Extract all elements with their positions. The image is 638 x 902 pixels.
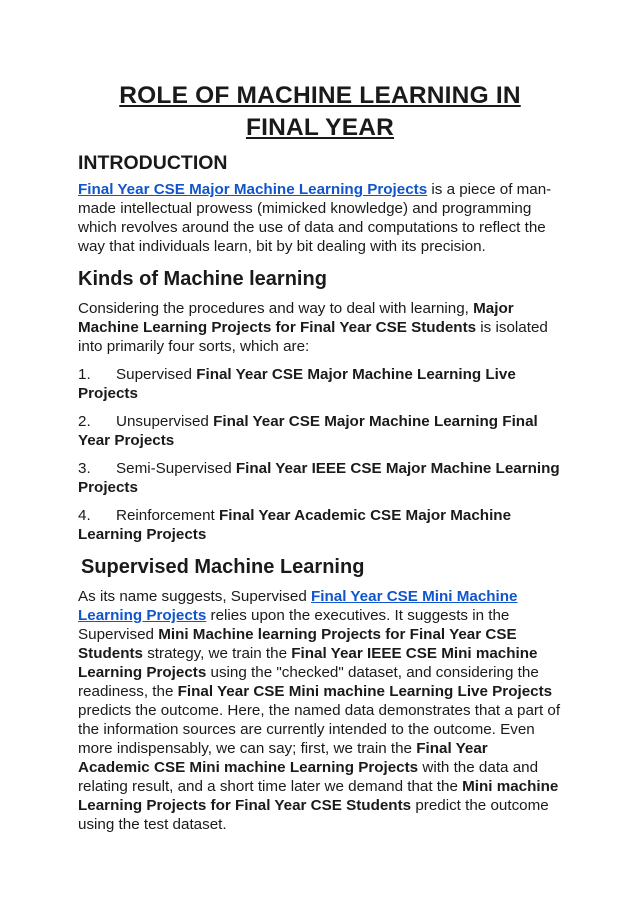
supervised-heading: Supervised Machine Learning (81, 556, 365, 578)
list-number: 2. (78, 413, 91, 430)
list-plain: Unsupervised (116, 413, 214, 430)
list-number: 3. (78, 460, 91, 477)
kinds-text-2: is isolated into primarily four sorts, which are: (78, 319, 548, 355)
kinds-paragraph (78, 299, 562, 356)
list-item (78, 459, 562, 497)
kinds-list (78, 365, 562, 544)
introduction-text: is a piece of man-made intellectual prowess (mimicked knowledge) and programming which revolves around the use of data and computations to reflect the way that individuals learn, bit by bit dealing with its precision. (78, 181, 552, 255)
supervised-text-7: predict the outcome using the test dataset. (78, 797, 549, 833)
list-number: 4. (78, 507, 91, 524)
kinds-bold-1: Major Machine Learning Projects for Final Year CSE Students (78, 300, 514, 336)
kinds-heading: Kinds of Machine learning (78, 268, 327, 290)
list-bold: Final Year IEEE CSE Major Machine Learning Projects (78, 460, 560, 496)
list-plain: Semi-Supervised (116, 460, 236, 477)
supervised-text-6: with the data and relating result, and a short time later we demand that the (78, 759, 539, 795)
list-bold: Final Year CSE Major Machine Learning Final Year Projects (78, 413, 538, 449)
kinds-text-1: Considering the procedures and way to deal with learning, (78, 300, 474, 317)
supervised-bold-2: Final Year IEEE CSE Mini machine Learning Projects (78, 645, 538, 681)
supervised-text-1: As its name suggests, Supervised (78, 588, 311, 605)
mini-ml-projects-link[interactable]: Final Year CSE Mini Machine Learning Projects (78, 588, 518, 624)
title-line-1: ROLE OF MACHINE LEARNING IN (119, 82, 521, 109)
list-item (78, 365, 562, 403)
major-ml-projects-link[interactable]: Final Year CSE Major Machine Learning Projects (78, 181, 428, 198)
document-title (78, 80, 562, 144)
supervised-bold-3: Final Year CSE Mini machine Learning Live Projects (177, 683, 553, 700)
introduction-paragraph (78, 180, 562, 256)
supervised-paragraph (78, 587, 562, 834)
list-item (78, 506, 562, 544)
list-plain: Supervised (116, 366, 197, 383)
supervised-bold-5: Mini machine Learning Projects for Final Year CSE Students (78, 778, 559, 814)
supervised-text-3: strategy, we train the (142, 645, 292, 662)
list-bold: Final Year Academic CSE Major Machine Learning Projects (78, 507, 512, 543)
list-bold: Final Year CSE Major Machine Learning Live Projects (78, 366, 516, 402)
introduction-heading: INTRODUCTION (78, 152, 228, 174)
supervised-bold-4: Final Year Academic CSE Mini machine Learning Projects (78, 740, 488, 776)
list-plain: Reinforcement (116, 507, 219, 524)
supervised-bold-1: Mini Machine learning Projects for Final Year CSE Students (78, 626, 517, 662)
list-number: 1. (78, 366, 91, 383)
title-line-2: FINAL YEAR (245, 114, 395, 141)
supervised-text-2: relies upon the executives. It suggests in the Supervised (78, 607, 510, 643)
supervised-text-5: predicts the outcome. Here, the named data demonstrates that a part of the information sources are currently intended to the outcome. Even more indispensably, we can say; first, we train the (78, 702, 561, 757)
supervised-text-4: using the "checked" dataset, and considering the readiness, the (78, 664, 539, 700)
list-item (78, 412, 562, 450)
